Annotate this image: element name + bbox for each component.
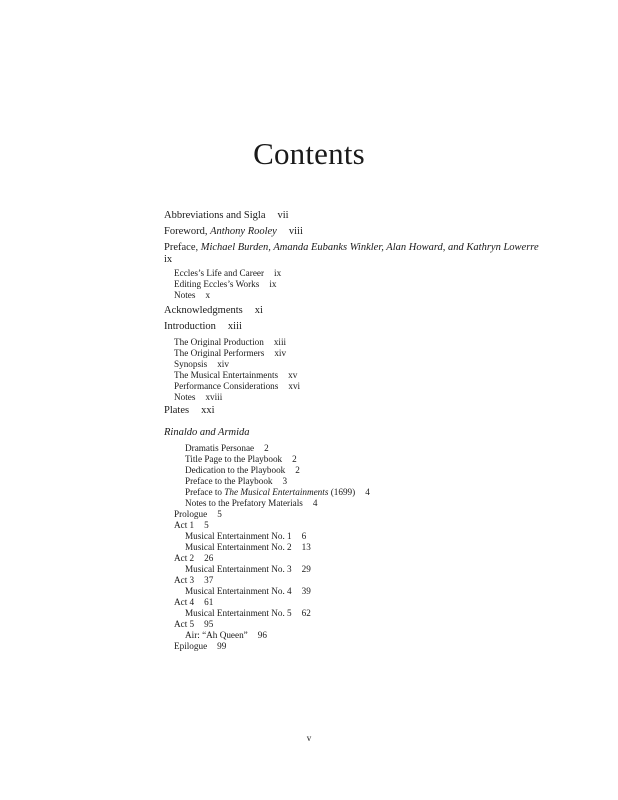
toc-subentry[interactable] xyxy=(185,587,311,596)
toc-page-number: 4 xyxy=(312,498,318,508)
toc-subentry[interactable] xyxy=(174,620,213,629)
toc-entry-title: Acknowledgments xyxy=(164,305,243,316)
toc-page-number: 2 xyxy=(292,454,297,464)
toc-page-number: 61 xyxy=(204,597,214,607)
toc-entry-title: Epilogue xyxy=(174,641,208,651)
toc-entry-title: The Musical Entertainments xyxy=(174,370,279,380)
toc-entry-title: The Original Production xyxy=(174,337,264,347)
toc-entry-title: Musical Entertainment No. 2 xyxy=(185,542,292,552)
toc-page-number: x xyxy=(205,290,211,300)
toc-page-number: 6 xyxy=(301,531,307,541)
toc-entry-title: Act 5 xyxy=(174,619,195,629)
toc-page-number: 99 xyxy=(217,641,227,651)
toc-subentry[interactable] xyxy=(174,554,213,563)
toc-entry-title: Notes to the Prefatory Materials xyxy=(185,498,303,508)
toc-entry-italic-title: The Musical Entertainments xyxy=(224,487,329,497)
toc-entry-title: Musical Entertainment No. 5 xyxy=(185,608,292,618)
toc-entry-title: Notes xyxy=(174,290,196,300)
toc-page-number: xiii xyxy=(227,321,242,332)
toc-entry-title: Synopsis xyxy=(174,359,208,369)
toc-page-number: 29 xyxy=(301,564,311,574)
toc-entry-title: Musical Entertainment No. 3 xyxy=(185,564,292,574)
toc-entry-title: Air: “Ah Queen” xyxy=(185,630,248,640)
toc-page-number: xvi xyxy=(288,381,301,391)
toc-entry-title: Act 4 xyxy=(174,597,195,607)
toc-subentry[interactable] xyxy=(174,393,222,402)
toc-entry[interactable] xyxy=(164,306,263,317)
page-number: v xyxy=(306,733,312,743)
toc-entry-title: Act 3 xyxy=(174,575,195,585)
toc-page-number: xiv xyxy=(217,359,229,369)
toc-page-number: xv xyxy=(288,370,298,380)
toc-entry-title: Preface, xyxy=(164,242,201,253)
toc-page-number: 2 xyxy=(295,465,300,475)
toc-page-number: xi xyxy=(254,305,263,316)
toc-entry-title: Musical Entertainment No. 1 xyxy=(185,531,292,541)
toc-subentry[interactable] xyxy=(174,510,222,519)
toc-subentry[interactable] xyxy=(185,543,311,552)
toc-subentry[interactable] xyxy=(185,532,306,541)
toc-page-number: 5 xyxy=(217,509,222,519)
toc-entry-author: Michael Burden, Amanda Eubanks Winkler, Alan Howard, and Kathryn Lowerre xyxy=(200,242,539,253)
toc-subentry[interactable] xyxy=(174,360,229,369)
toc-entry-title: Eccles’s Life and Career xyxy=(174,268,265,278)
toc-page-number: 62 xyxy=(301,608,311,618)
toc-page-number: 13 xyxy=(301,542,311,552)
toc-page-number: xiii xyxy=(273,337,287,347)
toc-subentry[interactable] xyxy=(174,338,286,347)
toc-page-number: 4 xyxy=(365,487,370,497)
toc-subentry[interactable] xyxy=(174,291,210,300)
toc-entry-title: Title Page to the Playbook xyxy=(185,454,283,464)
toc-entry-title: Plates xyxy=(164,405,190,416)
toc-page-number: 95 xyxy=(204,619,214,629)
toc-entry-title: Prologue xyxy=(174,509,208,519)
toc-subentry[interactable] xyxy=(174,521,209,530)
toc-subentry[interactable] xyxy=(185,499,317,508)
toc-entry[interactable] xyxy=(164,243,539,254)
toc-subentry[interactable] xyxy=(174,576,213,585)
toc-entry-title: Dramatis Personae xyxy=(185,443,255,453)
toc-entry-title: Preface to xyxy=(185,487,225,497)
toc-page-number: ix xyxy=(269,279,277,289)
toc-subentry[interactable] xyxy=(185,477,287,486)
toc-page-number: viii xyxy=(288,226,303,237)
toc-page-number: 2 xyxy=(264,443,269,453)
toc-entry-title: Act 1 xyxy=(174,520,195,530)
toc-subentry[interactable] xyxy=(185,466,300,475)
toc-page-number: vii xyxy=(277,210,289,221)
toc-page-number: 39 xyxy=(301,586,311,596)
toc-subentry[interactable] xyxy=(174,598,213,607)
toc-page-number: ix xyxy=(274,268,282,278)
toc-section-heading[interactable]: Rinaldo and Armida xyxy=(164,427,250,438)
toc-page-number: ix xyxy=(164,254,173,265)
toc-entry-title: Editing Eccles’s Works xyxy=(174,279,260,289)
toc-entry-title: Notes xyxy=(174,392,196,402)
toc-entry[interactable] xyxy=(164,322,242,333)
toc-subentry[interactable] xyxy=(185,609,311,618)
toc-subentry[interactable] xyxy=(174,349,286,358)
toc-subentry[interactable] xyxy=(185,444,269,453)
toc-page-number: 26 xyxy=(204,553,214,563)
toc-entry[interactable] xyxy=(164,211,289,222)
toc-entry-year: (1699) xyxy=(328,487,356,497)
toc-page-number: 96 xyxy=(257,630,267,640)
toc-subentry[interactable] xyxy=(185,488,370,497)
toc-entry-title: The Original Performers xyxy=(174,348,265,358)
toc-entry[interactable] xyxy=(164,406,215,417)
toc-subentry[interactable] xyxy=(185,455,297,464)
toc-page-number: xxi xyxy=(201,405,215,416)
toc-entry-title: Musical Entertainment No. 4 xyxy=(185,586,292,596)
toc-page-number: 3 xyxy=(282,476,288,486)
toc-entry-title: Act 2 xyxy=(174,553,195,563)
toc-entry-title: Introduction xyxy=(164,321,216,332)
toc-page-number: xviii xyxy=(205,392,223,402)
toc-page-number: 5 xyxy=(204,520,209,530)
toc-subentry[interactable] xyxy=(174,642,226,651)
toc-subentry[interactable] xyxy=(174,382,300,391)
toc-page-number: 37 xyxy=(204,575,214,585)
toc-entry[interactable] xyxy=(164,227,303,238)
toc-entry-title: Performance Considerations xyxy=(174,381,279,391)
page-title: Contents xyxy=(253,136,365,171)
toc-entry-title: Abbreviations and Sigla xyxy=(164,210,266,221)
toc-subentry[interactable] xyxy=(185,565,311,574)
toc-entry-title: Foreword, xyxy=(164,226,211,237)
toc-subentry[interactable] xyxy=(174,269,281,278)
toc-entry-title: Preface to the Playbook xyxy=(185,476,273,486)
toc-page-number: xiv xyxy=(274,348,287,358)
toc-subentry[interactable] xyxy=(185,631,267,640)
toc-entry-title: Dedication to the Playbook xyxy=(185,465,286,475)
toc-subentry[interactable] xyxy=(174,371,297,380)
toc-entry-author: Anthony Rooley xyxy=(210,226,277,237)
toc-subentry[interactable] xyxy=(174,280,277,289)
